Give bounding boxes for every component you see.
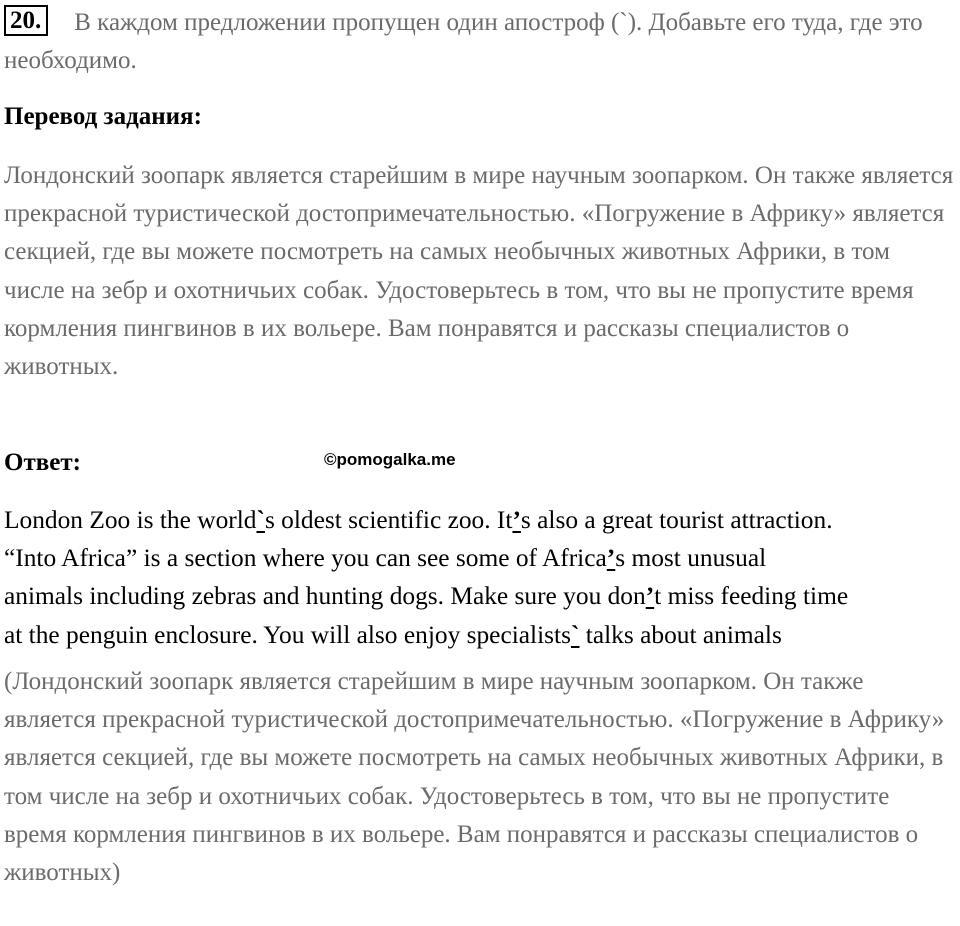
translation-heading: Перевод задания: (4, 103, 202, 130)
watermark: ©pomogalka.me (324, 450, 456, 469)
translation-paragraph (4, 157, 956, 386)
translation-text: Лондонский зоопарк является старейшим в мире научным зоопарком. Он также является прекрасной туристической достопримечательностью. «Погружение в Африку» является секцией, где вы можете посмотреть на самых необычных животных Африки, в том числе на зебр и охотничьих собак. Удостоверьтесь в том, что вы не пропустите время кормления пингвинов в их вольере. Вам понравятся и рассказы специалистов о животных. (4, 162, 954, 381)
task-instruction-block (4, 4, 954, 80)
inserted-apostrophe: ’ (606, 544, 616, 573)
answer-fragment: “Into Africa” is a section where you can see some of Africa (4, 544, 607, 573)
answer-translation-paragraph (4, 663, 956, 892)
answer-line (4, 539, 960, 577)
answer-line (4, 616, 960, 654)
answer-fragment: s most unusual (615, 544, 767, 573)
answer-fragment: s oldest scientific zoo. It (264, 506, 513, 534)
task-instruction: В каждом предложении пропущен один апостроф (`). Добавьте его туда, где это необходимо. (4, 9, 923, 74)
inserted-apostrophe: ` (256, 506, 265, 534)
answer-text (4, 501, 960, 654)
answer-translation-text: (Лондонский зоопарк является старейшим в мире научным зоопарком. Он также является прекрасной туристической достопримечательностью. «Погружение в Африку» является секцией, где вы можете посмотреть на самых необычных животных Африки, в том числе на зебр и охотничьих собак. Удостоверьтесь в том, что вы не пропустите время кормления пингвинов в их вольере. Вам понравятся и рассказы специалистов о животных) (4, 668, 945, 887)
answer-heading: Ответ: (4, 449, 81, 476)
answer-fragment: t miss feeding time (654, 582, 849, 611)
answer-fragment: at the penguin enclosure. You will also enjoy specialists (4, 620, 571, 649)
task-number-box: 20. (4, 5, 48, 36)
answer-fragment: s also a great tourist attraction. (520, 506, 833, 534)
inserted-apostrophe: ’ (645, 582, 655, 611)
answer-fragment: London Zoo is the world (4, 506, 257, 534)
answer-line (4, 501, 960, 539)
inserted-apostrophe: ’ (512, 506, 521, 534)
answer-fragment: animals including zebras and hunting dogs. Make sure you don (4, 582, 646, 611)
inserted-apostrophe: ` (570, 620, 580, 649)
answer-line (4, 577, 960, 615)
answer-fragment: talks about animals (579, 620, 782, 649)
